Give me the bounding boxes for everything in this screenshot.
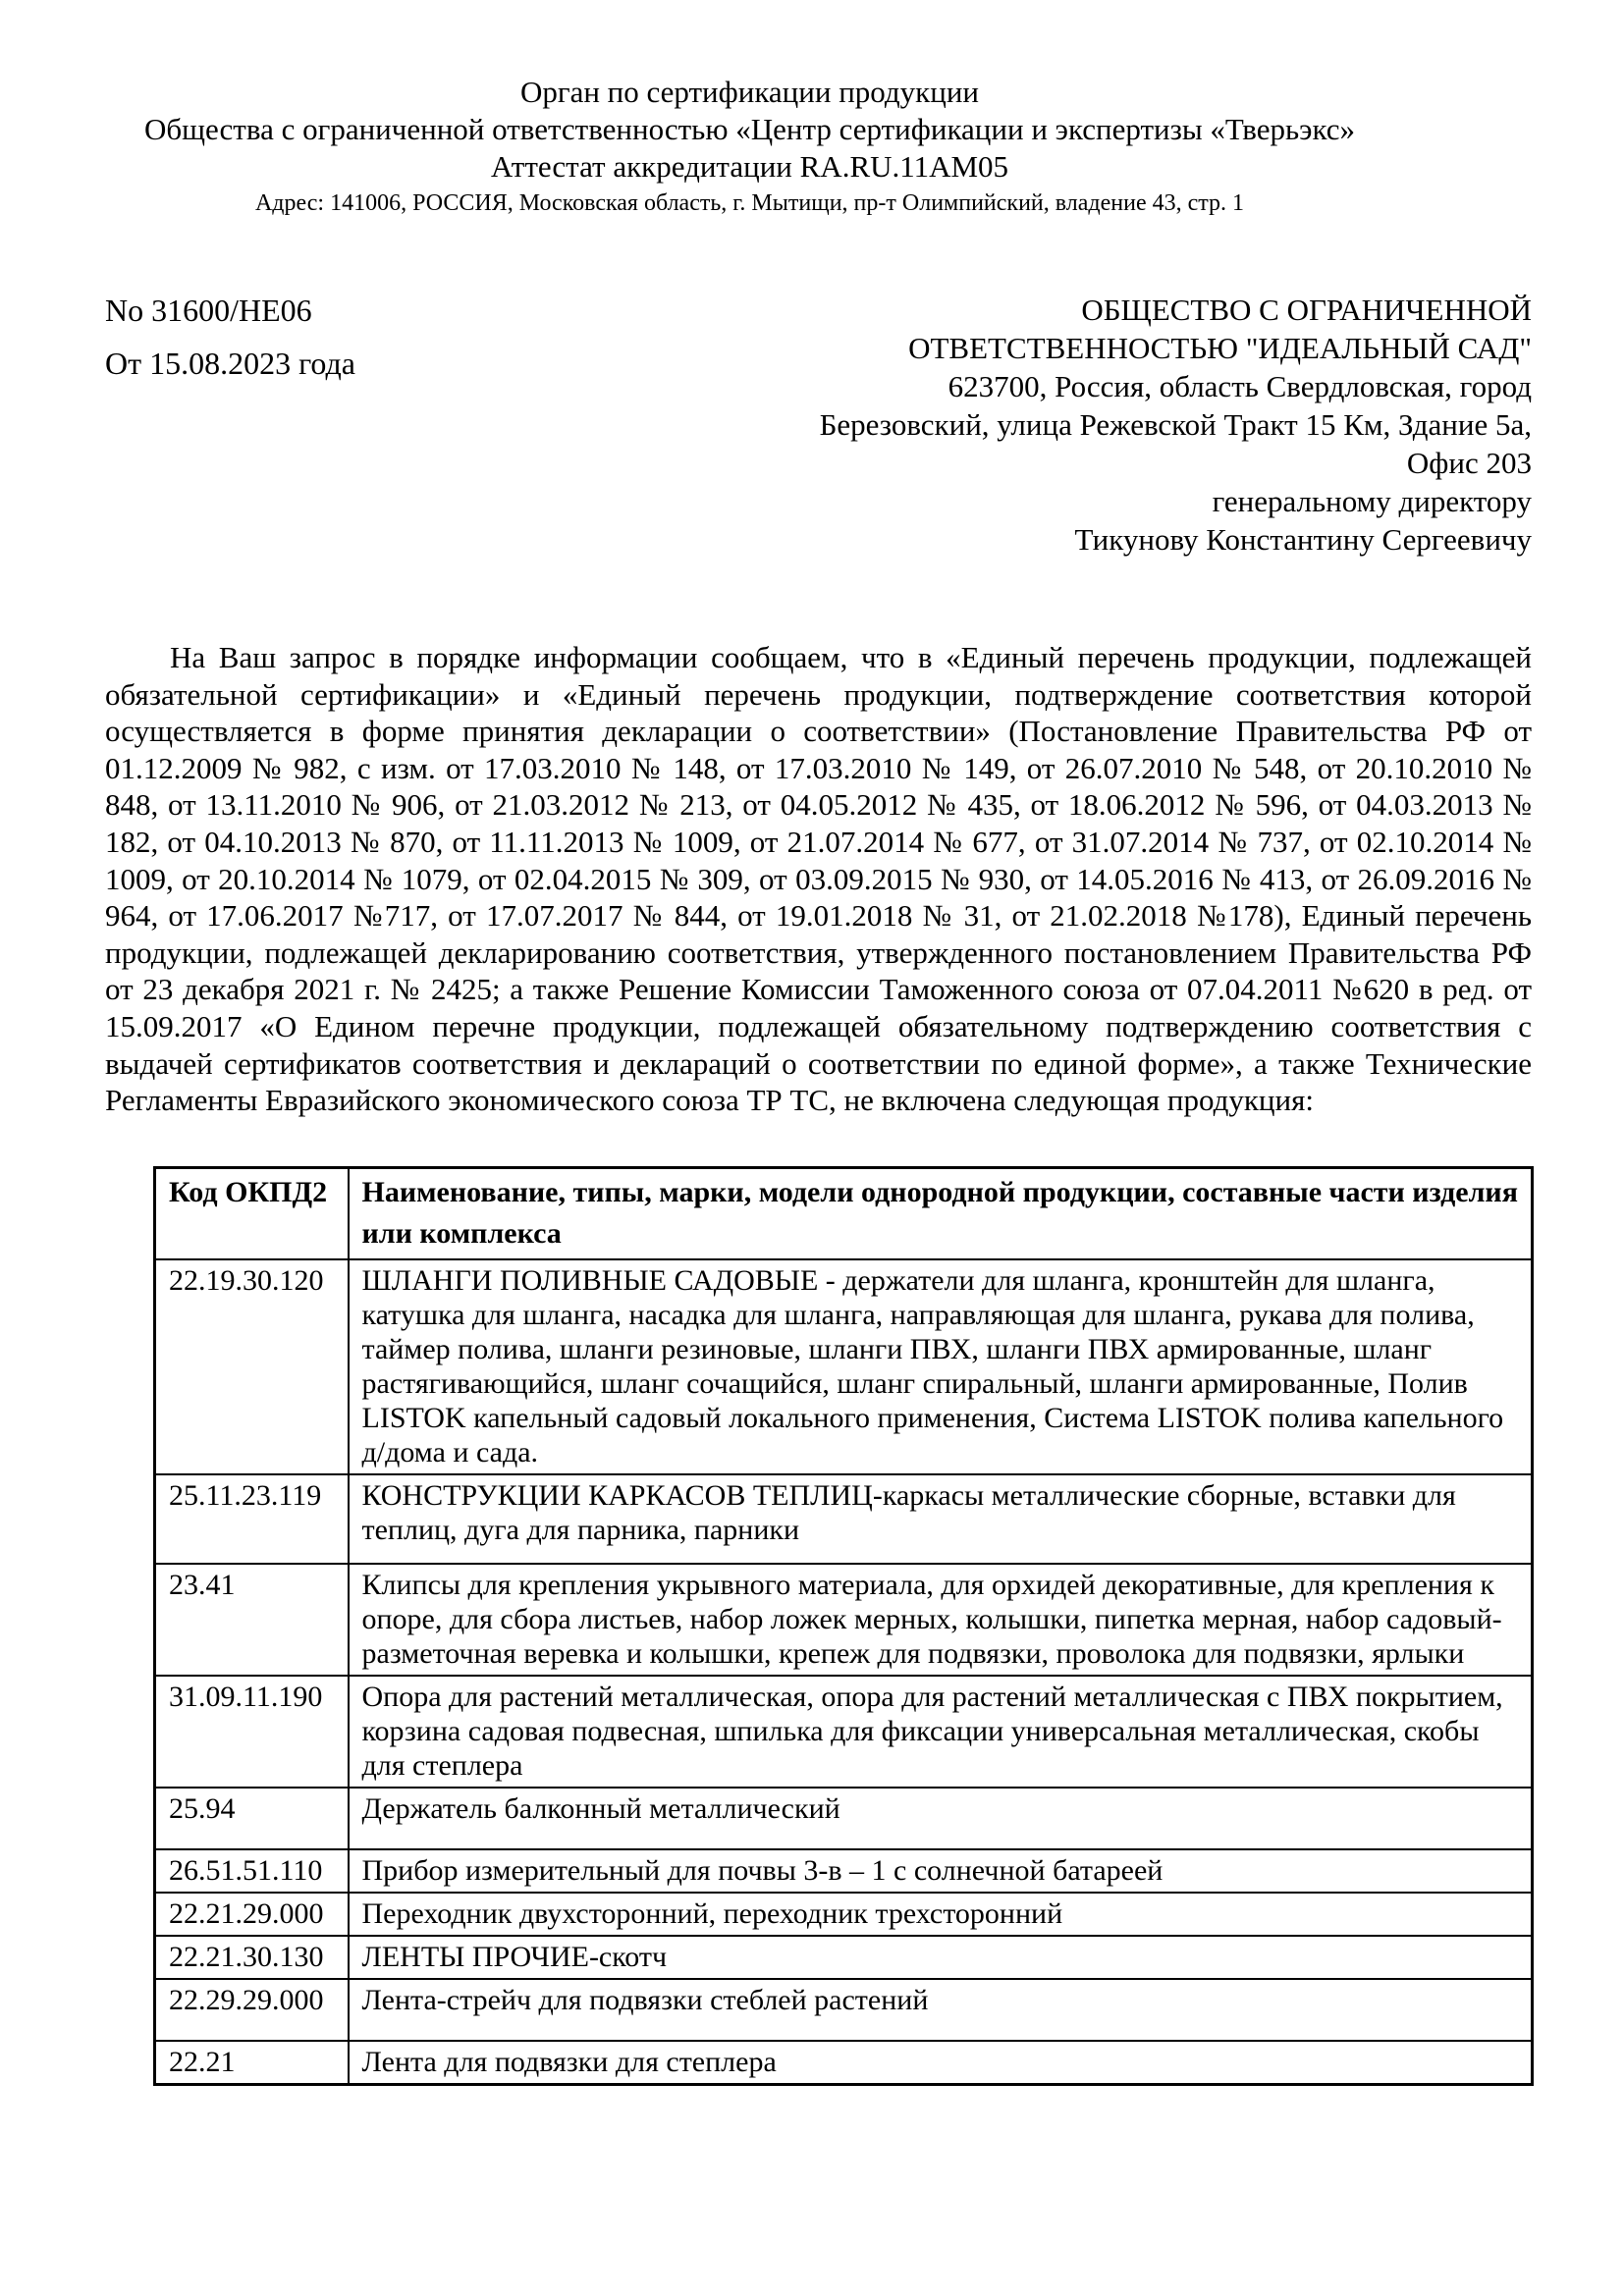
cell-description: Переходник двухсторонний, переходник трехсторонний [349,1893,1533,1936]
reference-recipient-row [105,291,1532,559]
header-cell-name: Наименование, типы, марки, модели однородной продукции, составные части изделия или комплекса [349,1167,1533,1259]
header-cell-code: Код ОКПД2 [155,1167,349,1259]
cell-code: 22.21.30.130 [155,1936,349,1979]
letterhead-org-line2: Общества с ограниченной ответственностью «Центр сертификации и экспертизы «Тверьэкс» [143,112,1356,146]
cell-code: 22.21.29.000 [155,1893,349,1936]
table-row [155,1788,1533,1849]
letterhead-org-line1: Орган по сертификации продукции [519,75,979,109]
recipient-block [820,291,1532,559]
reference-block [105,291,355,383]
cell-description: Держатель балконный металлический [349,1788,1533,1849]
recipient-line: Березовский, улица Режевской Тракт 15 Км, Здание 5а, [819,407,1532,442]
body-paragraph: На Ваш запрос в порядке информации сообщаем, что в «Единый перечень продукции, подлежащей обязательной сертификации» и «Единый перечень продукции, подтверждение соответствия которой осуществляется в форме принятия декларации о соответствии» (Постановление Правительства РФ от 01.12.2009 № 982, с изм. от 17.03.2010 № 148, от 17.03.2010 № 149, от 26.07.2010 № 548, от 20.10.2010 № 848, от 13.11.2010 № 906, от 21.03.2012 № 213, от 04.05.2012 № 435, от 18.06.2012 № 596, от 04.03.2013 № 182, от 04.10.2013 № 870, от 11.11.2013 № 1009, от 21.07.2014 № 677, от 31.07.2014 № 737, от 02.10.2014 № 1009, от 20.10.2014 № 1079, от 02.04.2015 № 309, от 03.09.2015 № 930, от 14.05.2016 № 413, от 26.09.2016 № 964, от 17.06.2017 №717, от 17.07.2017 № 844, от 19.01.2018 № 31, от 21.02.2018 №178), Единый перечень продукции, подлежащей декларированию соответствия, утвержденного постановлением Правительства РФ от 23 декабря 2021 г. № 2425; а также Решение Комиссии Таможенного союза от 07.04.2011 №620 в ред. от 15.09.2017 «О Едином перечне продукции, подлежащей обязательному подтверждению соответствия с выдачей сертификатов соответствия и деклараций о соответствии по единой форме», а также Технические Регламенты Евразийского экономического союза ТР ТС, не включена следующая продукция: [105,640,1532,1118]
cell-code: 26.51.51.110 [155,1849,349,1893]
recipient-line: ОТВЕТСТВЕННОСТЬЮ "ИДЕАЛЬНЫЙ САД" [908,331,1532,365]
table-row [155,2041,1533,2085]
table-row [155,1259,1533,1474]
cell-code: 22.21 [155,2041,349,2085]
cell-description: Прибор измерительный для почвы 3-в – 1 с солнечной батареей [349,1849,1533,1893]
table-row [155,1849,1533,1893]
table-row [155,1936,1533,1979]
cell-description: КОНСТРУКЦИИ КАРКАСОВ ТЕПЛИЦ-каркасы металлические сборные, вставки для теплиц, дуга для парника, парники [349,1474,1533,1564]
recipient-line: генеральному директору [1212,484,1532,518]
cell-code: 22.19.30.120 [155,1259,349,1474]
cell-code: 25.11.23.119 [155,1474,349,1564]
letterhead-accreditation: Аттестат аккредитации RA.RU.11АМ05 [490,149,1009,184]
letterhead [105,74,1394,218]
recipient-line: Офис 203 [1406,446,1532,480]
cell-code: 23.41 [155,1564,349,1676]
cell-code: 31.09.11.190 [155,1676,349,1788]
table-row [155,1893,1533,1936]
cell-description: Лента для подвязки для степлера [349,2041,1533,2085]
cell-description: Клипсы для крепления укрывного материала, для орхидей декоративные, для крепления к опоре, для сбора листьев, набор ложек мерных, колышки, пипетка мерная, набор садовый-разметочная веревка и колышки, крепеж для подвязки, проволока для подвязки, ярлыки [349,1564,1533,1676]
cell-description: ЛЕНТЫ ПРОЧИЕ-скотч [349,1936,1533,1979]
letter-date: От 15.08.2023 года [105,346,355,381]
table-row [155,1474,1533,1564]
table-row [155,1564,1533,1676]
table-row [155,1979,1533,2041]
table-header-row [155,1167,1533,1259]
cell-description: ШЛАНГИ ПОЛИВНЫЕ САДОВЫЕ - держатели для шланга, кронштейн для шланга, катушка для шланга, насадка для шланга, направляющая для шланга, рукава для полива, таймер полива, шланги резиновые, шланги ПВХ, шланги ПВХ армированные, шланг растягивающийся, шланг сочащийся, шланг спиральный, шланги армированные, Полив LISTOK капельный садовый локального применения, Система LISTOK полива капельного д/дома и сада. [349,1259,1533,1474]
table-row [155,1676,1533,1788]
cell-code: 25.94 [155,1788,349,1849]
letterhead-address: Адрес: 141006, РОССИЯ, Московская область, г. Мытищи, пр-т Олимпийский, владение 43, стр. 1 [254,190,1245,216]
letter-number: No 31600/НЕ06 [105,293,312,328]
cell-description: Лента-стрейч для подвязки стеблей растений [349,1979,1533,2041]
products-table [153,1166,1534,2086]
recipient-line: 623700, Россия, область Свердловская, город [947,369,1532,403]
recipient-line: Тикунову Константину Сергеевичу [1074,522,1532,557]
cell-description: Опора для растений металлическая, опора для растений металлическая с ПВХ покрытием, корзина садовая подвесная, шпилька для фиксации универсальная металлическая, скобы для степлера [349,1676,1533,1788]
recipient-line: ОБЩЕСТВО С ОГРАНИЧЕННОЙ [1081,293,1532,327]
cell-code: 22.29.29.000 [155,1979,349,2041]
